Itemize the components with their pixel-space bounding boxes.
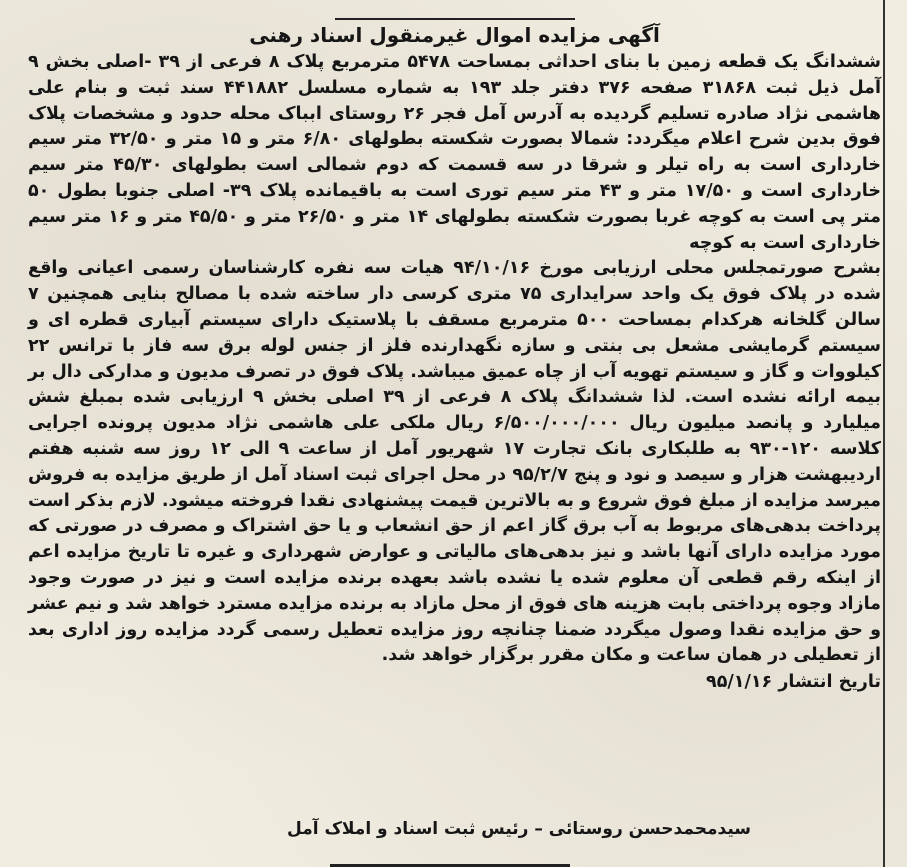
property-description-paragraph: ششدانگ یک قطعه زمین با بنای احداثی بمساحت ۵۴۷۸ مترمربع پلاک ۸ فرعی از ۳۹ -اصلی بخش ۹ آمل ذیل ثبت ۳۱۸۶۸ صفحه ۳۷۶ دفتر جلد ۱۹۳ به شماره مسلسل ۴۴۱۸۸۲ سند ثبت و بنام علی هاشمی نژاد صادره تسلیم گردیده به آدرس آمل فجر ۲۶ روستای ابباک محله حدود و مشخصات پلاک فوق بدین شرح اعلام میگردد: شمالا بصورت شکسته بطولهای ۶/۸۰ متر و ۱۵ متر و ۳۲/۵۰ متر سیم خارداری است به راه تیلر و شرقا در سه قسمت که دوم شمالی است بطولهای ۴۵/۳۰ متر سیم خارداری است و ۱۷/۵۰ متر و ۴۳ متر سیم توری است به باقیمانده پلاک ۳۹- اصلی جنوبا بطول ۵۰ متر پی است به کوچه غربا بصورت شکسته بطولهای ۱۴ متر و ۲۶/۵۰ متر و ۴۵/۵۰ متر و ۱۶ متر سیم خارداری است به کوچه <box>28 52 881 253</box>
signature-line: سیدمحمدحسن روستائی – رئیس ثبت اسناد و املاک آمل <box>287 819 751 839</box>
auction-terms-paragraph: بشرح صورتمجلس محلی ارزیابی مورخ ۹۴/۱۰/۱۶ هیات سه نفره کارشناسان رسمی اعیانی واقع شده در پلاک فوق یک واحد سرایداری ۷۵ متری کرسی دار ساخته شده با مصالح بنایی همچنین ۷ سالن گلخانه هرکدام بمساحت ۵۰۰ مترمربع مسقف با پلاستیک دارای سیستم آبیاری قطره ای و سیستم گرمایشی مشعل بی بنتی و سازه نگهدارنده فلز از جنس لوله برق سه فاز با ترانس ۲۲ کیلووات و گاز و سیستم تهویه آب از چاه عمیق میباشد. پلاک فوق در تصرف مدیون و مدارکی دال بر بیمه ارائه نشده است. لذا ششدانگ پلاک ۸ فرعی از ۳۹ اصلی بخش ۹ ارزیابی شده بمبلغ شش میلیارد و پانصد میلیون ریال ۶/۵۰۰/۰۰۰/۰۰۰ ریال ملکی علی هاشمی نژاد مدیون پرونده اجرایی کلاسه ۱۲۰-۹۳۰ به طلبکاری بانک تجارت ۱۷ شهریور آمل از ساعت ۹ الی ۱۲ روز سه شنبه هفتم اردیبهشت هزار و سیصد و نود و پنج ۹۵/۲/۷ در محل اجرای ثبت اسناد آمل از طریق مزایده به فروش میرسد مزایده از مبلغ فوق شروع و به بالاترین قیمت پیشنهادی نقدا فروخته میشود. لازم بذکر است پرداخت بدهی‌های مربوط به آب برق گاز اعم از حق انشعاب و یا حق اشتراک و مصرف در صورتی که مورد مزایده دارای آنها باشد و نیز بدهی‌های مالیاتی و عوارض شهرداری و غیره تا تاریخ مزایده اعم از اینکه رقم قطعی آن معلوم شده یا نشده باشد بعهده برنده مزایده است و نیز در صورت وجود مازاد وجوه پرداختی بابت هزینه های فوق از محل مازاد به برنده مزایده مسترد خواهد شد و نیم عشر و حق مزایده نقدا وصول میگردد ضمنا چنانچه روز مزایده تعطیل رسمی گردد مزایده روز اداری بعد از تعطیلی در همان ساعت و مکان مقرر برگزار خواهد شد. <box>28 258 882 666</box>
top-divider <box>335 18 575 20</box>
publication-date: تاریخ انتشار ۹۵/۱/۱۶ <box>706 672 881 693</box>
notice-title: آگهی مزایده اموال غیرمنقول اسناد رهنی <box>249 23 660 47</box>
auction-notice <box>28 22 881 695</box>
right-column-rule <box>883 0 885 867</box>
notice-body <box>28 50 881 669</box>
